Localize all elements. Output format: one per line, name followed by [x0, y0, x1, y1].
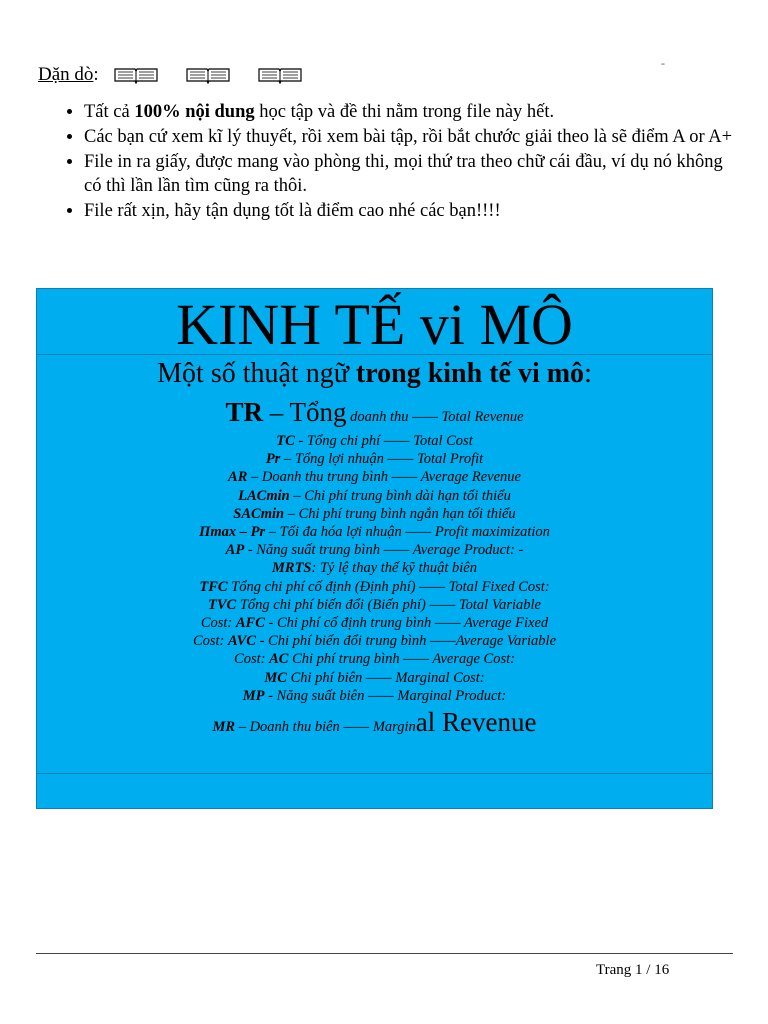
reminder-heading	[38, 64, 329, 86]
list-item: • Tất cả 100% nội dung học tập và đề thi nằm trong file này hết.	[84, 100, 744, 124]
list-item: • File rất xịn, hãy tận dụng tốt là điểm cao nhé các bạn!!!!	[84, 199, 744, 223]
glossary-box	[36, 288, 713, 809]
stray-dash: -	[661, 56, 665, 70]
term-ar: AR – Doanh thu trung bình —— Average Revenue	[228, 469, 521, 486]
notes-list	[58, 100, 744, 224]
divider	[37, 773, 712, 774]
term-avc: Cost: AVC - Chi phí biến đổi trung bình ——Average Variable	[192, 633, 557, 650]
page-number: Trang 1 / 16	[596, 962, 670, 978]
term-lacmin: LACmin – Chi phí trung bình dài hạn tối thiểu	[238, 487, 511, 504]
list-item: • File in ra giấy, được mang vào phòng thi, mọi thứ tra theo chữ cái đầu, ví dụ nó không có thì lần lần tìm cũng ra thôi.	[84, 150, 744, 198]
term-mr: MR – Doanh thu biên —— Marginal Revenue	[212, 707, 537, 738]
term-mc: MC Chi phí biên —— Marginal Cost:	[264, 669, 485, 686]
term-list	[37, 397, 712, 744]
term-tvc: TVC Tổng chi phí biến đổi (Biến phí) —— Total Variable	[208, 596, 541, 613]
reminder-colon: :	[93, 64, 99, 85]
page-title: KINH TẾ vi MÔ	[176, 292, 573, 357]
term-tc: TC - Tổng chi phí —— Total Cost	[276, 433, 473, 449]
list-item: • Các bạn cứ xem kĩ lý thuyết, rồi xem bài tập, rồi bắt chước giải theo là sẽ điểm A or A+	[84, 125, 744, 149]
book-icon	[113, 66, 159, 84]
book-icon	[257, 66, 303, 84]
glossary-intro: Một số thuật ngữ trong kinh tế vi mô:	[157, 358, 592, 389]
reminder-label: Dặn dò	[38, 64, 94, 85]
term-ac: Cost: AC Chi phí trung bình —— Average Cost:	[234, 651, 515, 668]
term-afc: Cost: AFC - Chi phí cố định trung bình —— Average Fixed	[200, 615, 549, 632]
term-sacmin: SACmin – Chi phí trung bình ngắn hạn tối thiểu	[233, 505, 516, 522]
book-icon	[185, 66, 231, 84]
term-mp: MP - Năng suất biên —— Marginal Product:	[242, 687, 507, 704]
term-tfc: TFC Tổng chi phí cố định (Định phí) —— Total Fixed Cost:	[199, 578, 550, 595]
term-pimax: Πmax – Pr – Tối đa hóa lợi nhuận —— Profit maximization	[199, 524, 550, 541]
term-tr: TR – Tổng doanh thu —— Total Revenue	[225, 397, 524, 427]
footer-divider	[36, 953, 733, 954]
term-mrts: MRTS: Tỷ lệ thay thế kỹ thuật biên	[272, 560, 477, 577]
term-pr: Pr – Tổng lợi nhuận —— Total Profit	[265, 451, 484, 468]
term-ap: AP - Năng suất trung bình —— Average Product: -	[225, 542, 524, 559]
